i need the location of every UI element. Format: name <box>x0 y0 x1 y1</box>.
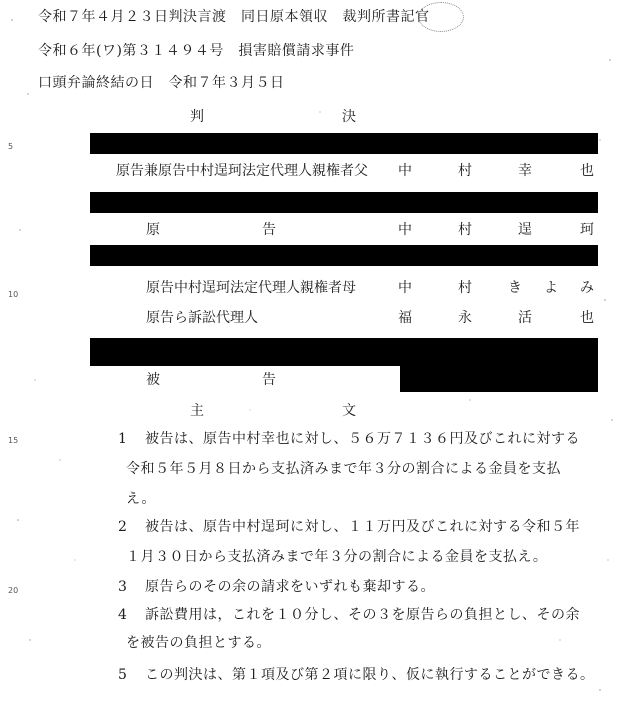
item-line: この判決は、第１項及び第２項に限り、仮に執行することができる。 <box>145 667 595 683</box>
party-name-char: 活 <box>518 310 532 326</box>
party-name-char: 村 <box>458 280 472 296</box>
redaction-bar <box>90 245 598 266</box>
item-number: 4 <box>118 607 128 623</box>
party-name-char: 中 <box>398 163 412 179</box>
party-name-char: き <box>508 280 522 296</box>
item-line: １月３０日から支払済みまで年３分の割合による金員を支払え。 <box>126 549 548 565</box>
item-line: 被告は、原告中村逞珂に対し、１１万円及びこれに対する令和５年 <box>145 519 580 535</box>
item-line: を被告の負担とする。 <box>126 635 271 651</box>
party-name-char: よ <box>544 280 558 296</box>
line-number: 10 <box>8 290 19 299</box>
party-name-char: 福 <box>398 310 412 326</box>
redaction-bar <box>90 133 598 154</box>
party-role: 原告中村逞珂法定代理人親権者母 <box>146 280 356 296</box>
party-name-char: 也 <box>580 310 594 326</box>
line-number: 15 <box>8 436 19 445</box>
item-number: 1 <box>118 431 128 447</box>
party-role: 原告兼原告中村逞珂法定代理人親権者父 <box>116 163 368 179</box>
party-role-char: 原 <box>146 222 160 238</box>
redaction-bar <box>90 338 598 366</box>
line-number: 20 <box>8 586 19 595</box>
item-line: 令和５年５月８日から支払済みまで年３分の割合による金員を支払 <box>126 461 561 477</box>
redaction-bar <box>400 364 598 392</box>
header-line-2: 令和６年(ワ)第３１４９４号 損害賠償請求事件 <box>38 43 355 59</box>
party-name-char: 珂 <box>580 222 594 238</box>
item-line: 被告は、原告中村幸也に対し、５６万７１３６円及びこれに対する <box>145 431 580 447</box>
party-role: 原告ら訴訟代理人 <box>146 310 258 326</box>
party-name-char: み <box>580 280 594 296</box>
redaction-bar <box>90 192 598 213</box>
party-name-char: 逞 <box>518 222 532 238</box>
party-role-char: 被 <box>146 372 160 388</box>
party-name-char: 幸 <box>518 163 532 179</box>
party-name-char: 村 <box>458 163 472 179</box>
header-line-3: 口頭弁論終結の日 令和７年３月５日 <box>38 75 285 91</box>
judgment-heading-char-2: 決 <box>342 109 357 125</box>
item-line: 原告らのその余の請求をいずれも棄却する。 <box>145 579 435 595</box>
party-role-char: 告 <box>262 372 276 388</box>
line-number: 5 <box>8 142 14 151</box>
judgment-heading-char-1: 判 <box>190 109 205 125</box>
header-line-1: 令和７年４月２３日判決言渡 同日原本領収 裁判所書記官 <box>38 9 430 25</box>
main-text-heading-char-2: 文 <box>342 403 357 419</box>
party-name-char: 永 <box>458 310 472 326</box>
item-line: 訴訟費用は，これを１０分し、その３を原告らの負担とし、その余 <box>145 607 580 623</box>
main-text-heading-char-1: 主 <box>190 403 205 419</box>
party-name-char: 中 <box>398 222 412 238</box>
item-number: 2 <box>118 519 128 535</box>
party-name-char: 村 <box>458 222 472 238</box>
item-line: え。 <box>126 491 156 507</box>
party-name-char: 中 <box>398 280 412 296</box>
item-number: 5 <box>118 667 128 683</box>
party-role-char: 告 <box>262 222 276 238</box>
party-name-char: 也 <box>580 163 594 179</box>
item-number: 3 <box>118 579 128 595</box>
